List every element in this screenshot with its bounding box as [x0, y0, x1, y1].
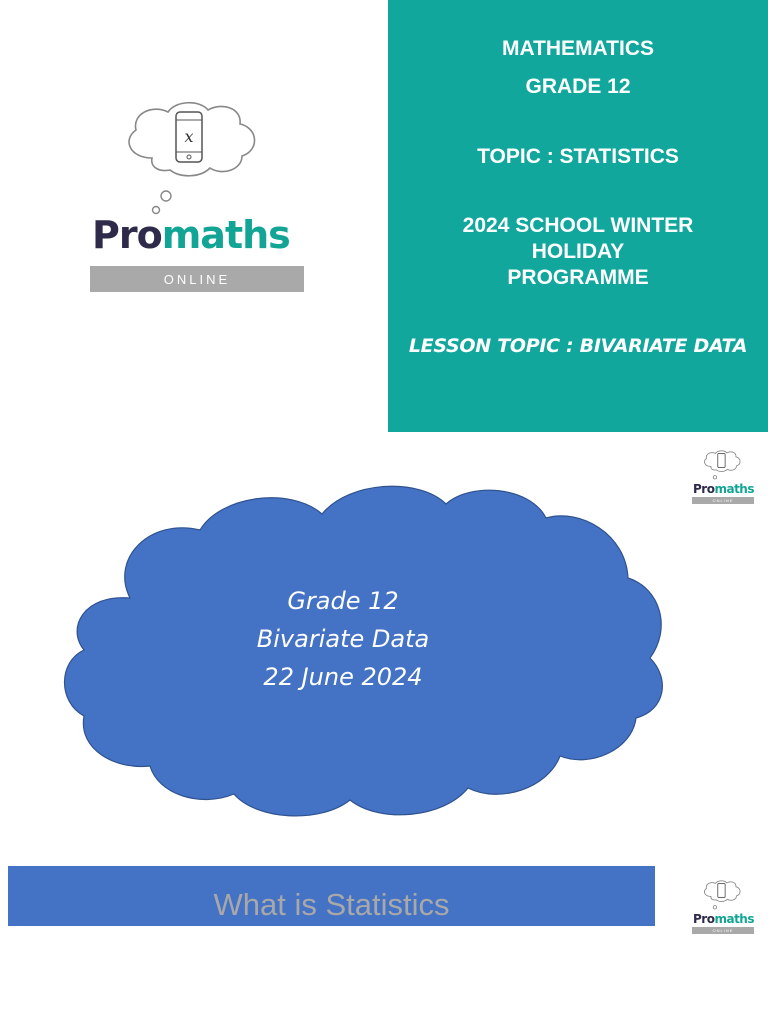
phone-in-thought-cloud-icon	[692, 450, 756, 484]
programme-line-1: 2024 SCHOOL WINTER	[462, 214, 694, 237]
brand-wordmark	[92, 213, 290, 257]
programme-line-3: PROGRAMME	[507, 266, 649, 289]
brand-tagline: ONLINE	[90, 266, 304, 292]
cloud-line-topic: Bivariate Data	[256, 625, 430, 653]
brand-maths: maths	[714, 912, 754, 926]
grade-heading: GRADE 12	[525, 75, 631, 98]
title-cloud	[60, 478, 670, 823]
lesson-topic: LESSON TOPIC : BIVARIATE DATA	[408, 335, 748, 357]
banner-title: What is Statistics	[213, 887, 450, 922]
cloud-line-date: 22 June 2024	[263, 663, 423, 691]
cloud-text	[60, 582, 626, 696]
brand-pro: Pro	[693, 482, 715, 496]
brand-tagline: ONLINE	[692, 927, 754, 934]
brand-pro: Pro	[92, 213, 162, 257]
topic-heading: TOPIC : STATISTICS	[477, 145, 679, 168]
programme-line-2: HOLIDAY	[531, 240, 625, 263]
statistics-banner	[8, 866, 655, 926]
phone-in-thought-cloud-icon	[692, 880, 756, 914]
phone-symbol: x	[184, 127, 194, 146]
subject-heading: MATHEMATICS	[501, 37, 655, 60]
brand-maths: maths	[714, 482, 754, 496]
brand-maths: maths	[161, 213, 290, 257]
phone-in-thought-cloud-icon	[90, 100, 306, 220]
cloud-line-grade: Grade 12	[287, 587, 399, 615]
promaths-logo-small	[692, 450, 756, 510]
brand-pro: Pro	[693, 912, 715, 926]
promaths-logo-large	[90, 100, 306, 296]
promaths-logo-small-2	[692, 880, 756, 940]
title-panel	[388, 0, 768, 432]
brand-tagline: ONLINE	[692, 497, 754, 504]
